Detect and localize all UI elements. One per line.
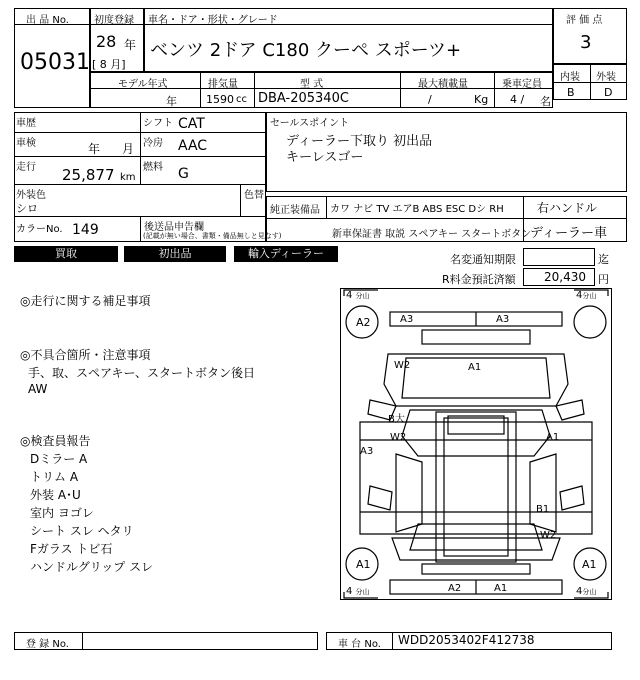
shift-value: CAT <box>178 116 205 132</box>
capacity-label: 乗車定員 <box>502 79 542 90</box>
recycle-fee-value: 20,430 <box>544 270 586 284</box>
interior-label: 内装 <box>560 72 580 83</box>
type-label: 型 式 <box>300 79 324 90</box>
inspection-year: 年 <box>88 142 101 156</box>
tag-kaitori: 買取 <box>14 246 118 262</box>
damage-front-bumper-left: A3 <box>400 314 414 325</box>
color-change-label: 色替 <box>244 190 264 201</box>
name-change-deadline-unit: 迄 <box>598 253 609 266</box>
color-no-label: カラーNo. <box>16 224 63 235</box>
car-outline-diagram <box>340 288 612 600</box>
displacement-value: 1590 <box>206 93 234 106</box>
damage-rear-w2: W2 <box>540 530 557 541</box>
tag-import-dealer: 輸入ディーラー <box>234 246 338 262</box>
tire-rear-left: 4 分山 <box>346 586 370 597</box>
inspector-line-6: Fガラス トビ石 <box>30 542 113 556</box>
damage-front-left-wheel: A2 <box>356 316 371 329</box>
inspector-line-2: トリム A <box>30 470 79 484</box>
ac-label: 冷房 <box>143 138 163 149</box>
inspection-month: 月 <box>122 142 135 156</box>
interior-grade: B <box>567 86 575 99</box>
damage-left-side: A3 <box>360 446 374 457</box>
tire-front-left: 4 分山 <box>346 290 370 301</box>
fuel-label: 燃料 <box>143 162 163 173</box>
damage-front-bumper-right: A3 <box>496 314 510 325</box>
damage-hood-w2: W2 <box>394 360 411 371</box>
handle-value: 右ハンドル <box>537 201 598 215</box>
recycle-fee-label: R料金預託済額 <box>442 273 516 286</box>
inspection-label: 車検 <box>16 138 36 149</box>
color-value: シロ <box>16 202 38 215</box>
first-reg-month: [ 8 月] <box>92 58 126 71</box>
inspector-line-3: 外装 A･U <box>30 488 81 502</box>
model-year-label: モデル年式 <box>118 79 168 90</box>
history-label: 車歴 <box>16 118 36 129</box>
type-value: DBA-205340C <box>258 91 349 106</box>
lot-label: 出 品 No. <box>26 15 69 26</box>
chassis-label: 車 台 No. <box>338 639 381 650</box>
defects-title: ◎不具合箇所・注意事項 <box>20 348 151 362</box>
damage-rear-bumper-a2: A2 <box>448 583 462 594</box>
ac-value: AAC <box>178 138 208 154</box>
exterior-grade: D <box>604 86 613 99</box>
color-no-value: 149 <box>72 222 99 238</box>
damage-roof-w2: W2 <box>390 432 407 443</box>
max-load-unit: Kg <box>474 93 489 106</box>
tag-first-listing: 初出品 <box>124 246 226 262</box>
damage-hood: A1 <box>468 362 482 373</box>
driving-notes-title: ◎走行に関する補足事項 <box>20 294 151 308</box>
defects-line-2: AW <box>28 382 48 396</box>
equipment-value: カワ ナビ TV エアB ABS ESC Dシ RH <box>330 204 504 215</box>
name-change-deadline-box <box>523 248 595 266</box>
tire-front-right: 4分山 <box>576 290 597 301</box>
score-label: 評 価 点 <box>566 15 603 26</box>
max-load-slash: / <box>428 93 432 106</box>
sales-point-line1: ディーラー下取り 初出品 <box>286 134 433 149</box>
chassis-value: WDD2053402F412738 <box>398 633 535 647</box>
equipment-label: 純正装備品 <box>270 205 320 216</box>
aftermarket-note: (記載が無い場合、書類・備品無しと見なす) <box>143 232 282 240</box>
inspector-line-5: シート スレ ヘタリ <box>30 524 134 538</box>
max-load-label: 最大積載量 <box>418 79 468 90</box>
inspector-title: ◎検査員報告 <box>20 434 91 448</box>
damage-rear-right-wheel: A1 <box>582 558 597 571</box>
aftermarket-label: 後送品申告欄 <box>144 222 204 233</box>
vehicle-label: 車名・ドア・形状・グレード <box>148 15 278 26</box>
reg-no-label: 登 録 No. <box>26 639 69 650</box>
shift-label: シフト <box>143 118 173 129</box>
exterior-label: 外装 <box>596 72 616 83</box>
mileage-value: 25,877 <box>62 166 115 184</box>
sales-point-line2: キーレスゴー <box>286 150 364 165</box>
damage-roof-b: B大 <box>388 414 405 425</box>
first-reg-year: 28 <box>96 32 117 51</box>
lot-number: 05031 <box>20 50 90 75</box>
displacement-label: 排気量 <box>208 79 238 90</box>
recycle-fee-unit: 円 <box>598 273 609 286</box>
damage-rear-b1: B1 <box>536 504 550 515</box>
capacity-value: 4 / <box>510 93 525 106</box>
name-change-deadline-label: 名変通知期限 <box>450 253 516 266</box>
defects-line-1: 手、取、スペアキー、スタートボタン後日 <box>28 366 256 380</box>
displacement-unit: cc <box>236 94 247 105</box>
tire-rear-right: 4分山 <box>576 586 597 597</box>
vehicle-name: ベンツ 2ドア C180 クーペ スポーツ+ <box>150 40 462 61</box>
inspector-line-1: Dミラー A <box>30 452 88 466</box>
inspector-line-7: ハンドルグリップ スレ <box>30 560 154 574</box>
score-value: 3 <box>580 32 592 53</box>
dealer-value: ディーラー車 <box>530 226 607 241</box>
fuel-value: G <box>178 166 189 182</box>
first-reg-year-unit: 年 <box>124 38 137 52</box>
warranty-value: 新車保証書 取説 スペアキー スタートボタン <box>332 229 532 240</box>
color-label: 外装色 <box>16 190 46 201</box>
damage-rear-bumper-a1: A1 <box>494 583 508 594</box>
sales-point-label: セールスポイント <box>270 118 350 129</box>
damage-rear-left-wheel: A1 <box>356 558 371 571</box>
inspector-line-4: 室内 ヨゴレ <box>30 506 94 520</box>
capacity-unit: 名 <box>540 95 551 108</box>
damage-right-side: A1 <box>546 432 560 443</box>
model-year-unit: 年 <box>166 95 177 108</box>
mileage-label: 走行 <box>16 162 36 173</box>
mileage-unit: km <box>120 172 136 183</box>
first-reg-label: 初度登録 <box>94 15 134 26</box>
